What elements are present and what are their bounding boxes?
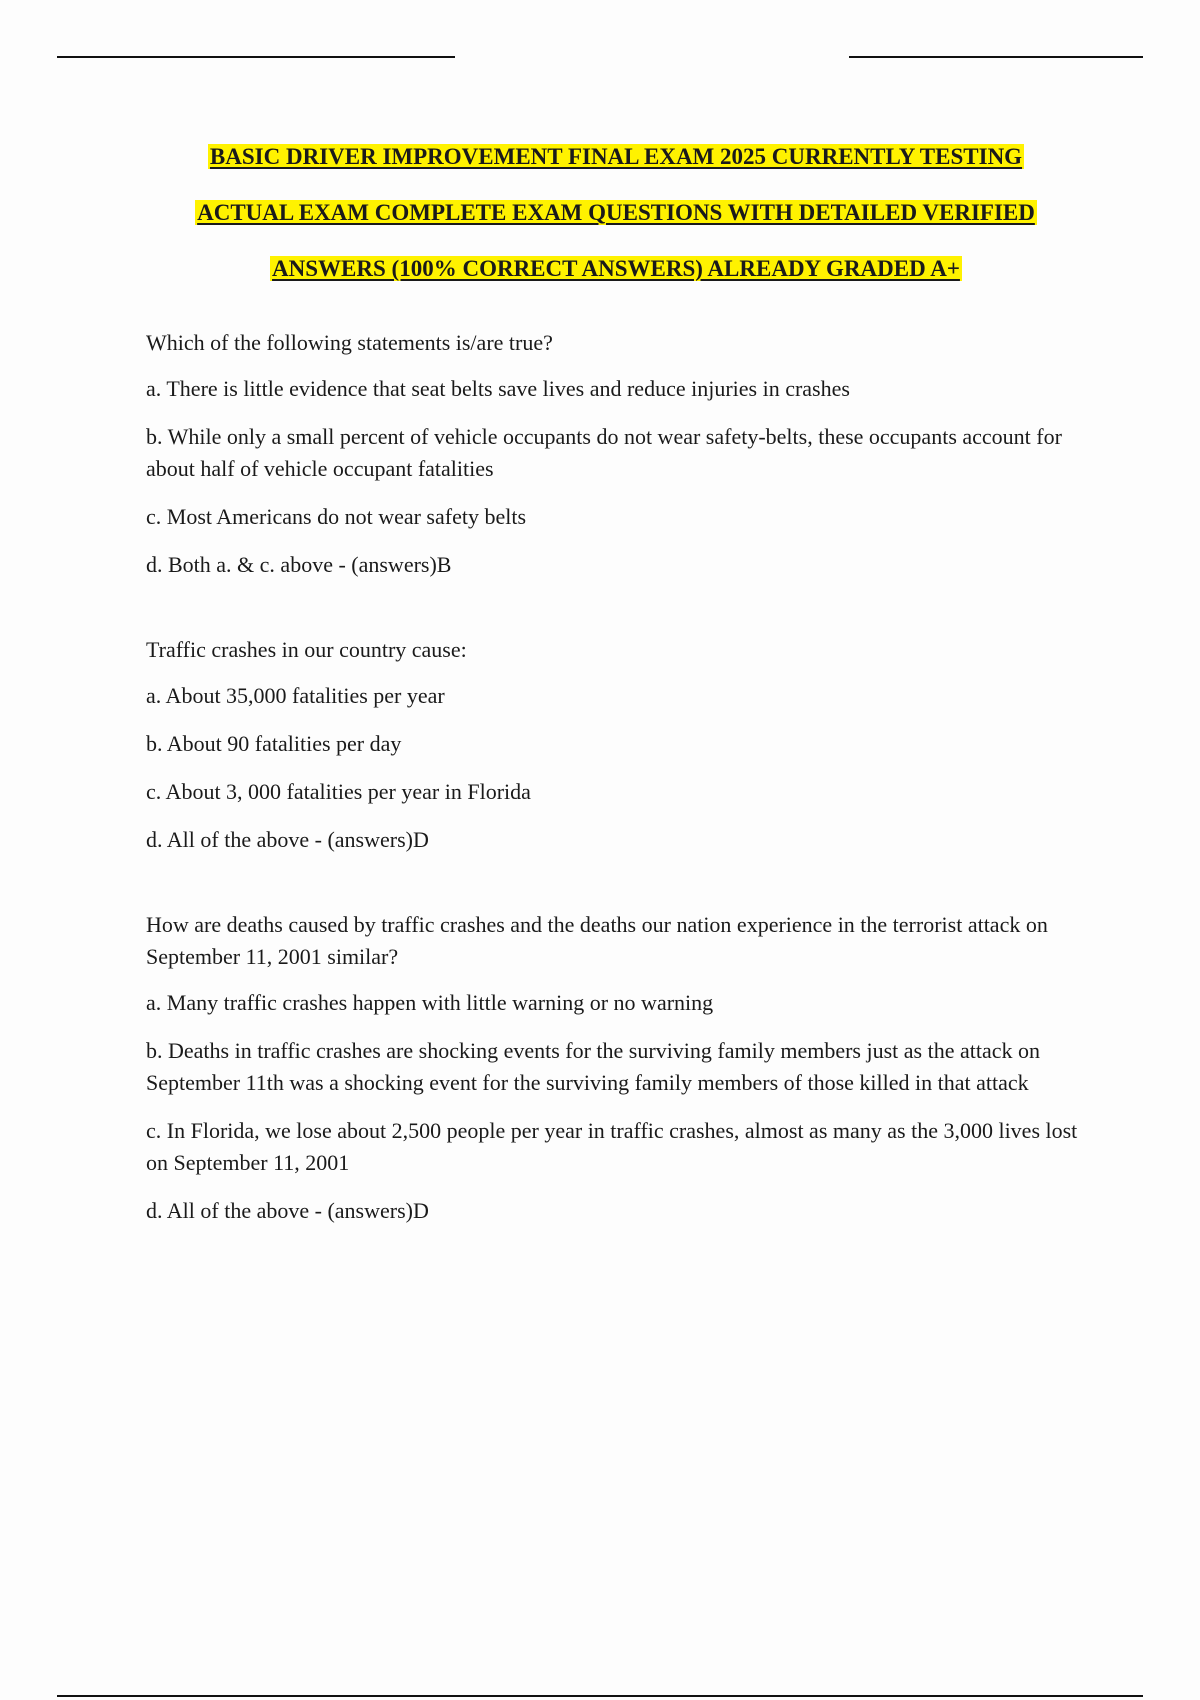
option-c: c. In Florida, we lose about 2,500 people per year in traffic crashes, almost as many as the 3,000 lives lost on September 11, 2001 [146,1118,1078,1175]
option-b: b. Deaths in traffic crashes are shocking events for the surviving family members just as the attack on September 11th was a shocking event for the surviving family members of those killed in that attack [146,1038,1040,1095]
title-line-1-text: BASIC DRIVER IMPROVEMENT FINAL EXAM 2025 CURRENTLY TESTING [209,144,1023,169]
option-d: d. Both a. & c. above - (answers)B [146,552,452,577]
option-b: b. About 90 fatalities per day [146,731,402,756]
question-block-1 [146,327,1091,581]
header-rule-right [849,56,1143,58]
option-a: a. There is little evidence that seat belts save lives and reduce injuries in crashes [146,376,850,401]
header-rule-left [57,56,455,58]
title-line-3-text: ANSWERS (100% CORRECT ANSWERS) ALREADY GRADED A+ [272,256,960,281]
question-block-2 [146,634,1091,856]
question-block-3 [146,909,1091,1227]
question-text: How are deaths caused by traffic crashes and the deaths our nation experience in the terrorist attack on September 11, 2001 similar? [146,912,1048,969]
option-b: b. While only a small percent of vehicle occupants do not wear safety-belts, these occupants account for about half of vehicle occupant fatalities [146,424,1062,481]
option-c: c. Most Americans do not wear safety belts [146,504,527,529]
footer-rule [57,1695,1143,1697]
option-d: d. All of the above - (answers)D [146,827,429,852]
question-text: Traffic crashes in our country cause: [146,637,467,662]
document-title [100,141,1132,309]
exam-content [146,327,1091,1280]
option-a: a. Many traffic crashes happen with little warning or no warning [146,990,714,1015]
title-line [100,141,1132,173]
question-text: Which of the following statements is/are true? [146,330,553,355]
title-line [100,253,1132,285]
title-line-2-text: ACTUAL EXAM COMPLETE EXAM QUESTIONS WITH DETAILED VERIFIED [197,200,1035,225]
option-c: c. About 3, 000 fatalities per year in Florida [146,779,531,804]
option-a: a. About 35,000 fatalities per year [146,683,445,708]
option-d: d. All of the above - (answers)D [146,1198,429,1223]
title-line [100,197,1132,229]
